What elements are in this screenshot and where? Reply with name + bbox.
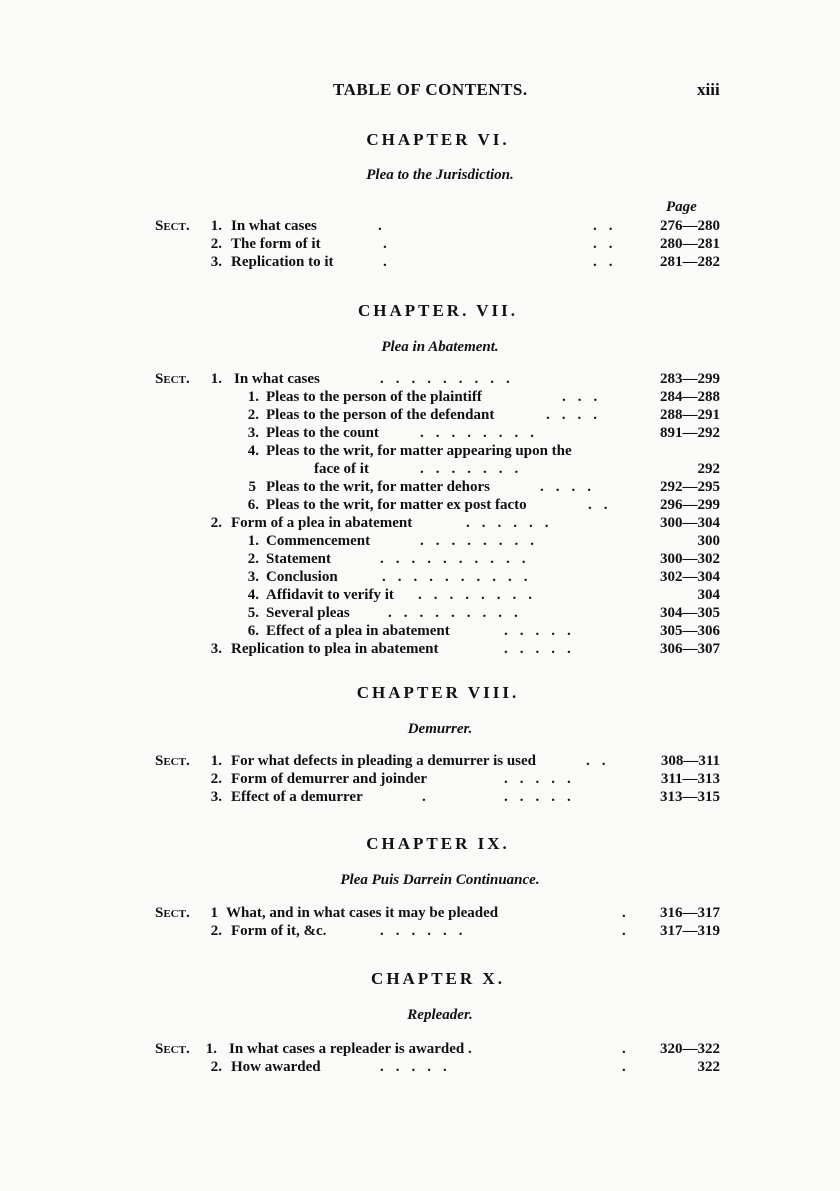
- entry-number: 2.: [210, 923, 222, 939]
- entry-number: 5: [248, 479, 256, 495]
- entry-text: Replication to it: [231, 254, 334, 270]
- sect-label: Sect.: [155, 218, 190, 234]
- entry-text: Pleas to the person of the plaintiff: [266, 389, 482, 405]
- entry-text: Replication to plea in abatement: [231, 641, 439, 657]
- entry-pages: 322: [697, 1059, 720, 1075]
- entry-number: 5.: [247, 605, 259, 621]
- entry-number: 1: [210, 905, 218, 921]
- entry-pages: 300—304: [660, 515, 720, 531]
- entry-text: Pleas to the writ, for matter ex post facto: [266, 497, 527, 513]
- chapter-subtitle: Plea to the Jurisdiction.: [366, 167, 514, 183]
- sect-label: Sect.: [155, 905, 190, 921]
- entry-text: In what cases: [234, 371, 320, 387]
- entry-pages: 281—282: [660, 254, 720, 270]
- entry-text: Several pleas: [266, 605, 350, 621]
- entry-pages: 304—305: [660, 605, 720, 621]
- entry-pages: 313—315: [660, 789, 720, 805]
- entry-number: 2.: [210, 236, 222, 252]
- entry-text: Statement: [266, 551, 331, 567]
- entry-number: 2.: [210, 1059, 222, 1075]
- entry-text: Commencement: [266, 533, 371, 549]
- entry-number: 2.: [247, 407, 259, 423]
- entry-pages: 284—288: [660, 389, 720, 405]
- entry-pages: 288—291: [660, 407, 720, 423]
- entry-number: 2.: [247, 551, 259, 567]
- entry-pages: 316—317: [660, 905, 720, 921]
- chapter-title: CHAPTER VIII.: [356, 683, 520, 702]
- entry-pages: 300: [697, 533, 720, 549]
- entry-pages: 311—313: [660, 771, 720, 787]
- entry-pages: 283—299: [660, 371, 720, 387]
- entry-number: 3.: [210, 641, 222, 657]
- entry-number: 6.: [247, 497, 259, 513]
- entry-pages: 306—307: [660, 641, 720, 657]
- entry-text: For what defects in pleading a demurrer is used: [231, 753, 537, 769]
- page-number: xiii: [697, 80, 720, 99]
- entry-text: Pleas to the count: [266, 425, 379, 441]
- entry-number: 3.: [247, 569, 259, 585]
- entry-number: 1.: [247, 533, 259, 549]
- entry-text: Effect of a demurrer: [231, 789, 363, 805]
- sect-label: Sect.: [155, 371, 190, 387]
- entry-text: What, and in what cases it may be pleaded: [226, 905, 499, 921]
- entry-number: 1.: [247, 389, 259, 405]
- entry-number: 3.: [247, 425, 259, 441]
- entry-text: In what cases: [231, 218, 317, 234]
- entry-pages: 317—319: [660, 923, 720, 939]
- entry-pages: 300—302: [660, 551, 720, 567]
- entry-text: Pleas to the writ, for matter appearing upon the: [266, 443, 572, 459]
- running-header: [0, 80, 840, 104]
- chapter-title: CHAPTER. VII.: [357, 301, 519, 320]
- entry-number: 2.: [210, 771, 222, 787]
- entry-number: 1.: [205, 1041, 217, 1057]
- toc-page: TABLE OF CONTENTS. xiii CHAPTER VI. Plea to the Jurisdiction. Page Sect. 1. In what cases . .. 276—280 2. The form of it . .. 280—281 3. Replication to it . .. 281—282 CHAPTER. VII. Plea in Abatement. Sect. 1. In what cases ......... 283—299 1. Pleas to the person of the plaintiff ... 284—288 2. Pleas to the person of the defendant .... 288—291 3. Pleas to the count ........ 891—292 4. Pleas to the writ, for matter appearing upon the face of it ....... 292 5 Pleas to the writ, for matter dehors .... 292—295 6. Pleas to the writ, for matter ex post facto .. 296—299 2. Form of a plea in abatement ...... 300—304 1. Commencement ........ 300 2. Statement .......... 300—302 3. Conclusion .......... 302—304 4. Affidavit to verify it ........ 304 5. Several pleas ......... 304—305 6. Effect of a plea in abatement ..... 305—306 3. Replication to plea in abatement ..... 306—307 CHAPTER VIII. Demurrer. Sect. 1. For what defects in pleading a demurrer is used .. 308—311 2. Form of demurrer and joinder ..... 311—313 3. Effect of a demurrer . ..... 313—315 CHAPTER IX. Plea Puis Darrein Continuance. Sect. 1 What, and in what cases it may be pleaded . 316—317 2. Form of it, &c. ...... . 317—319 CHAPTER X. Repleader. Sect. 1. In what cases a repleader is awarded . . 320—322 2. How awarded ..... . 322: [0, 0, 840, 1191]
- entry-number: 4.: [247, 443, 259, 459]
- chapter-subtitle: Repleader.: [407, 1007, 473, 1023]
- entry-pages: 276—280: [660, 218, 720, 234]
- entry-number: 2.: [210, 515, 222, 531]
- entry-text: The form of it: [231, 236, 321, 252]
- chapter-subtitle: Demurrer.: [407, 721, 473, 737]
- chapter-title: CHAPTER VI.: [366, 130, 510, 149]
- page-column-label: Page: [666, 199, 697, 215]
- entry-text-continued: face of it: [314, 461, 369, 477]
- entry-text: Pleas to the writ, for matter dehors: [266, 479, 490, 495]
- entry-text: Conclusion: [266, 569, 338, 585]
- entry-text: How awarded: [231, 1059, 321, 1075]
- chapter-subtitle: Plea in Abatement.: [381, 339, 499, 355]
- entry-number: 1.: [210, 218, 222, 234]
- chapter-title: CHAPTER IX.: [366, 834, 510, 853]
- entry-pages: 305—306: [660, 623, 720, 639]
- entry-pages: 280—281: [660, 236, 720, 252]
- entry-text: Form of a plea in abatement: [231, 515, 413, 531]
- entry-text: Form of it, &c.: [231, 923, 327, 939]
- running-title: TABLE OF CONTENTS.: [333, 80, 528, 99]
- entry-text: In what cases a repleader is awarded .: [229, 1041, 472, 1057]
- entry-pages: 292: [697, 461, 720, 477]
- entry-text: Pleas to the person of the defendant: [266, 407, 495, 423]
- entry-pages: 320—322: [660, 1041, 720, 1057]
- chapter-subtitle: Plea Puis Darrein Continuance.: [340, 872, 540, 888]
- entry-pages: 296—299: [660, 497, 720, 513]
- entry-number: 4.: [247, 587, 259, 603]
- chapter-title: CHAPTER X.: [371, 969, 505, 988]
- entry-number: 1.: [210, 371, 222, 387]
- sect-label: Sect.: [155, 1041, 190, 1057]
- entry-text: Effect of a plea in abatement: [266, 623, 450, 639]
- entry-pages: 304: [697, 587, 720, 603]
- entry-text: Affidavit to verify it: [266, 587, 394, 603]
- entry-number: 6.: [247, 623, 259, 639]
- entry-number: 1.: [210, 753, 222, 769]
- entry-pages: 891—292: [660, 425, 720, 441]
- entry-pages: 302—304: [660, 569, 720, 585]
- entry-text: Form of demurrer and joinder: [231, 771, 428, 787]
- entry-pages: 308—311: [660, 753, 720, 769]
- entry-number: 3.: [210, 789, 222, 805]
- entry-number: 3.: [210, 254, 222, 270]
- entry-pages: 292—295: [660, 479, 720, 495]
- sect-label: Sect.: [155, 753, 190, 769]
